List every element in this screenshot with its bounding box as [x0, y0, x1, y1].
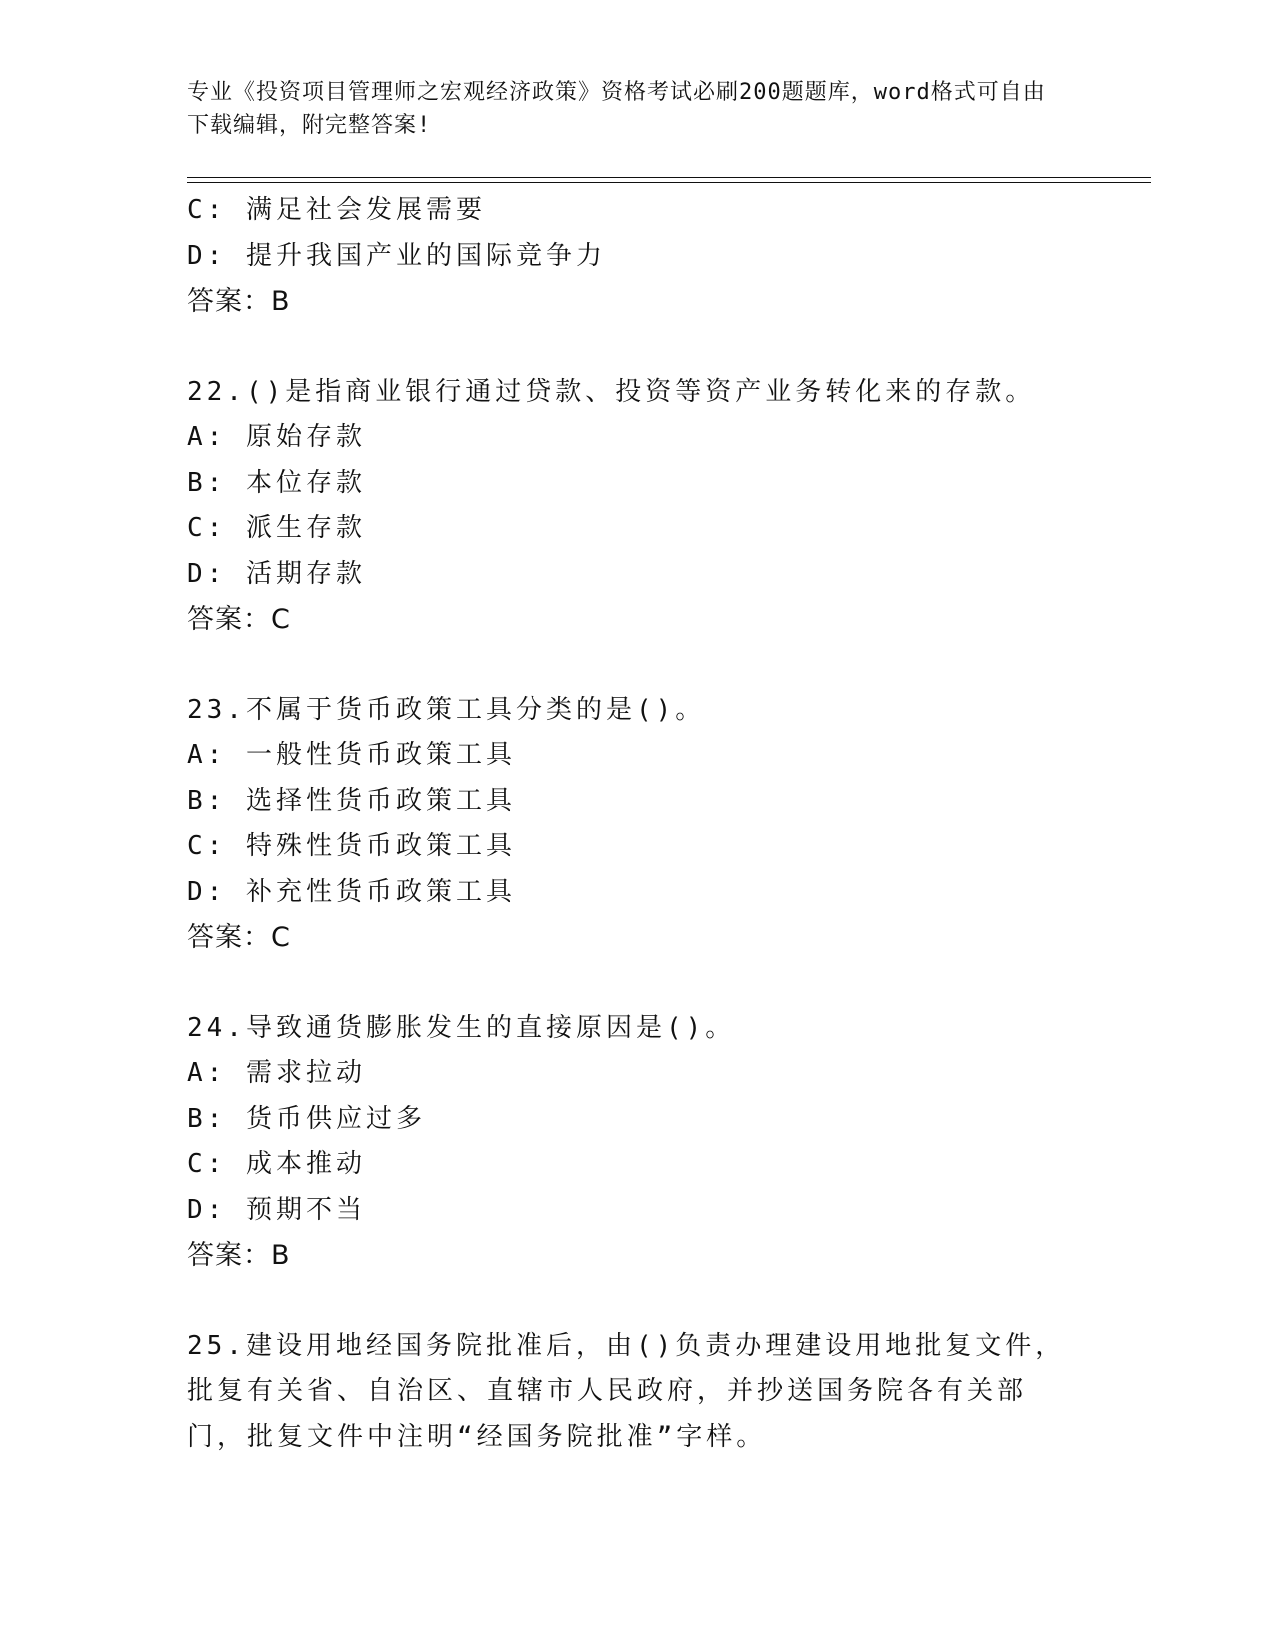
option-d: D: 补充性货币政策工具 — [187, 876, 516, 907]
question-block-22 — [187, 370, 1087, 643]
question-text: 25.建设用地经国务院批准后，由()负责办理建设用地批复文件，批复有关省、自治区、直辖市人民政府，并抄送国务院各有关部门，批复文件中注明“经国务院批准”字样。 — [187, 1330, 1066, 1452]
spacer — [187, 643, 1087, 688]
spacer — [187, 325, 1087, 370]
option-c: C: 特殊性货币政策工具 — [187, 831, 516, 861]
spacer — [187, 961, 1087, 1006]
option-a: A: 一般性货币政策工具 — [187, 740, 516, 770]
option-c: C: 成本推动 — [187, 1149, 366, 1179]
option-d: D: 活期存款 — [187, 558, 366, 589]
option-c: C: 派生存款 — [187, 513, 366, 543]
option-a: A: 需求拉动 — [187, 1058, 366, 1088]
answer-line: 答案：B — [187, 1240, 291, 1271]
question-text: 24.导致通货膨胀发生的直接原因是()。 — [187, 1012, 736, 1043]
question-block-21-tail — [187, 188, 1087, 325]
option-c: C: 满足社会发展需要 — [187, 195, 486, 225]
question-block-24 — [187, 1006, 1087, 1279]
question-block-25 — [187, 1324, 1087, 1461]
page-header: 专业《投资项目管理师之宏观经济政策》资格考试必刷200题题库，word格式可自由下载编辑，附完整答案! — [187, 80, 1046, 138]
option-b: B: 本位存款 — [187, 467, 366, 498]
option-b: B: 选择性货币政策工具 — [187, 785, 516, 816]
question-text: 22.()是指商业银行通过贷款、投资等资产业务转化来的存款。 — [187, 376, 1036, 407]
option-d: D: 提升我国产业的国际竞争力 — [187, 240, 606, 271]
answer-line: 答案：C — [187, 604, 291, 635]
question-block-23 — [187, 688, 1087, 961]
question-list — [187, 188, 1087, 1460]
option-d: D: 预期不当 — [187, 1194, 366, 1225]
spacer — [187, 1279, 1087, 1324]
answer-line: 答案：C — [187, 922, 291, 953]
option-a: A: 原始存款 — [187, 422, 366, 452]
answer-line: 答案：B — [187, 286, 291, 317]
option-b: B: 货币供应过多 — [187, 1103, 426, 1134]
header-divider-top — [187, 177, 1151, 178]
question-text: 23.不属于货币政策工具分类的是()。 — [187, 694, 706, 725]
header-divider-bottom — [187, 182, 1151, 183]
